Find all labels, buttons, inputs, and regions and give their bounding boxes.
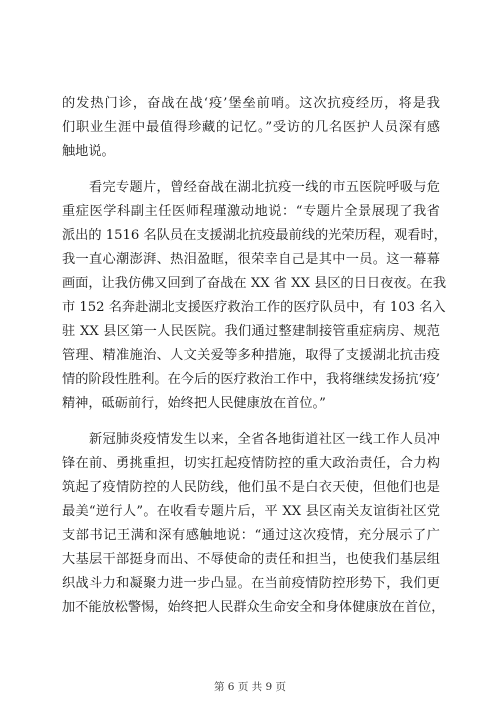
text-line: 加不能放松警惕，始终把人民群众生命安全和身体健康放在首位，: [62, 600, 445, 615]
text-line: 驻 XX 县区第一人民医院。我们通过整建制接管重症病房、规范: [62, 324, 440, 339]
text-line: 大基层干部挺身而出、不辱使命的责任和担当，也使我们基层组: [62, 552, 440, 567]
text-line: 情的阶段性胜利。在今后的医疗救治工作中，我将继续发扬抗‘疫’: [62, 372, 440, 387]
document-body: [62, 92, 447, 620]
paragraph-2: [62, 176, 447, 416]
text-line: 们职业生涯中最值得珍藏的记忆。”受访的几名医护人员深有感: [62, 120, 440, 135]
text-line: 新冠肺炎疫情发生以来，全省各地街道社区一线工作人员冲: [89, 432, 440, 447]
paragraph-1: [62, 92, 440, 164]
paragraph-3: [62, 428, 445, 620]
text-line: 的发热门诊，奋战在战‘疫’堡垒前哨。这次抗疫经历，将是我: [62, 96, 440, 111]
text-line: 织战斗力和凝聚力进一步凸显。在当前疫情防控形势下，我们更: [62, 576, 440, 591]
text-line: 精神，砥砺前行，始终把人民健康放在首位。”: [62, 396, 326, 411]
text-line: 重症医学科副主任医师程瑾激动地说：“专题片全景展现了我省: [62, 204, 440, 219]
text-line: 管理、精准施治、人文关爱等多种措施，取得了支援湖北抗击疫: [62, 348, 440, 363]
text-line: 我一直心潮澎湃、热泪盈眶，很荣幸自己是其中一员。这一幕幕: [62, 252, 440, 267]
text-line: 画面，让我仿佛又回到了奋战在 XX 省 XX 县区的日日夜夜。在我: [62, 276, 447, 291]
text-line: 锋在前、勇挑重担，切实扛起疫情防控的重大政治责任，合力构: [62, 456, 440, 471]
text-line: 最美“逆行人”。在收看专题片后，平 XX 县区南关友谊街社区党: [62, 504, 440, 519]
text-line: 市 152 名奔赴湖北支援医疗救治工作的医疗队员中，有 103 名入: [62, 300, 446, 315]
text-line: 看完专题片，曾经奋战在湖北抗疫一线的市五医院呼吸与危: [89, 180, 440, 195]
text-line: 派出的 1516 名队员在支援湖北抗疫最前线的光荣历程，观看时，: [62, 228, 447, 243]
text-line: 筑起了疫情防控的人民防线，他们虽不是白衣天使，但他们也是: [62, 480, 440, 495]
paragraph-gap: [62, 416, 440, 428]
paragraph-gap: [62, 164, 440, 176]
text-line: 触地说。: [62, 144, 115, 159]
text-line: 支部书记王满和深有感触地说：“通过这次疫情，充分展示了广: [62, 528, 440, 543]
page-number-footer: 第 6 页 共 9 页: [213, 681, 287, 693]
